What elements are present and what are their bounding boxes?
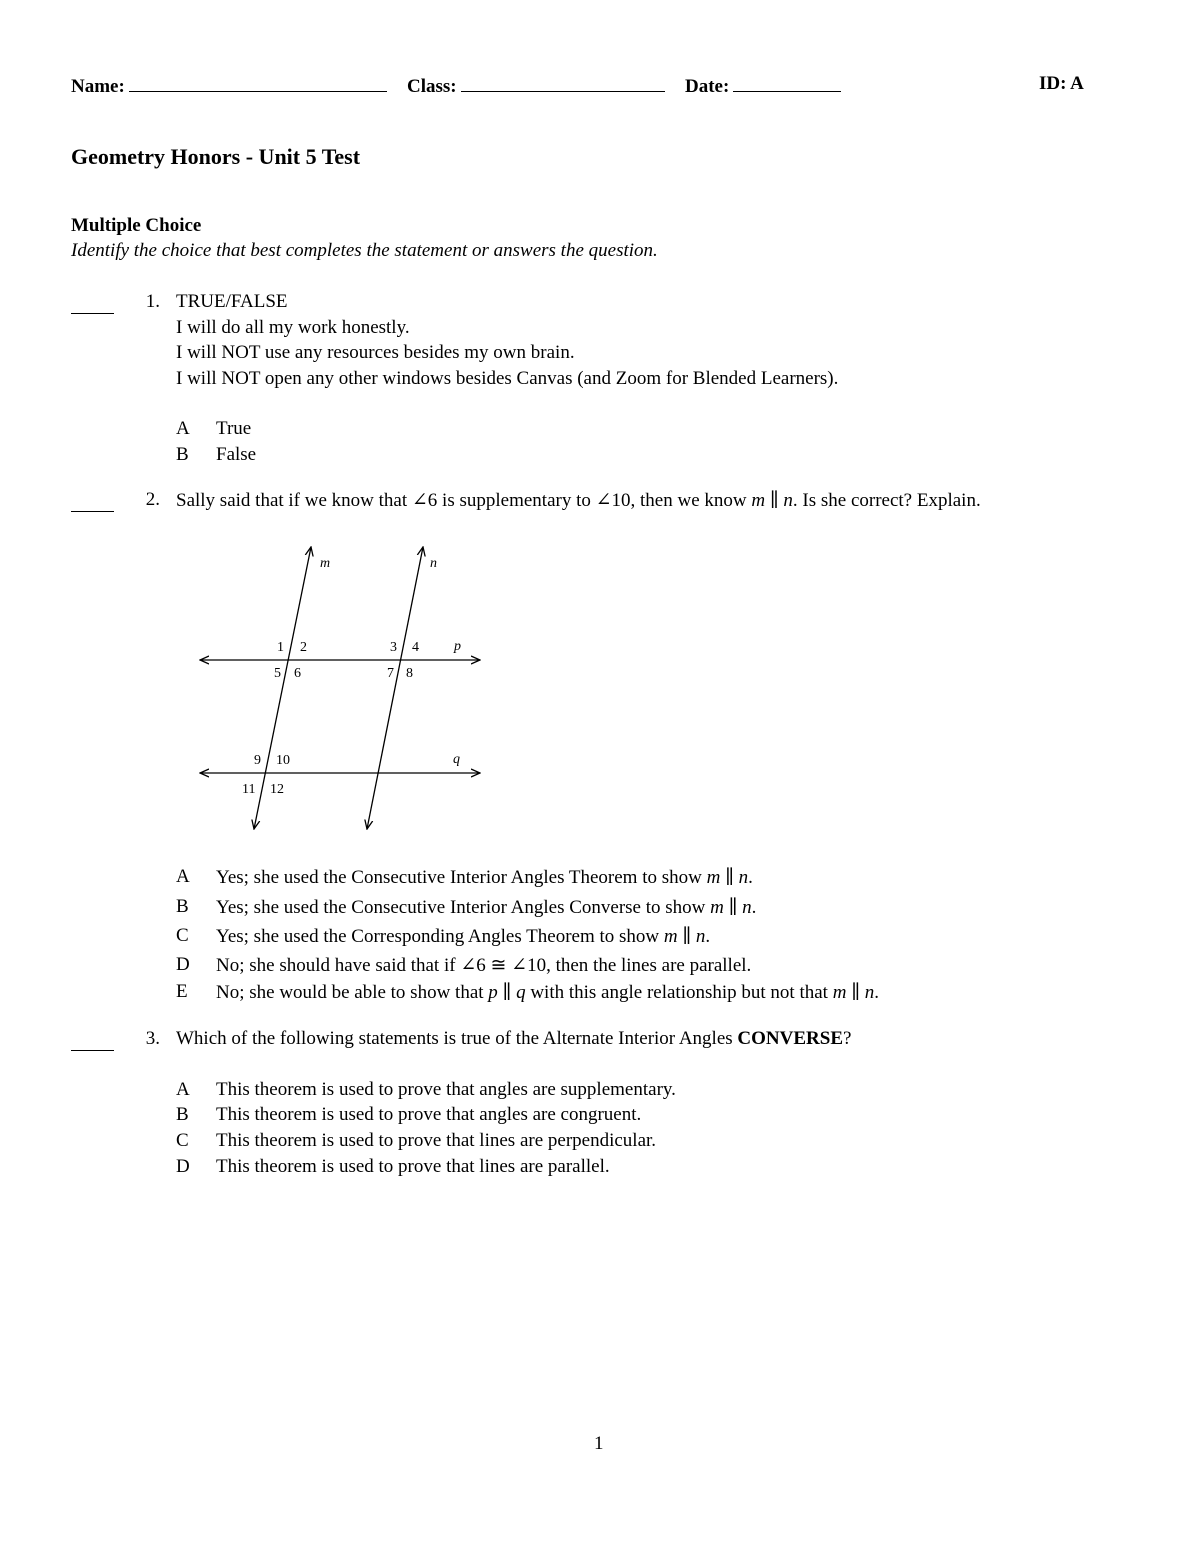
question-text: TRUE/FALSE: [176, 291, 288, 312]
label-q: q: [453, 752, 460, 767]
angle-label-8: 8: [406, 666, 413, 681]
angle-label-3: 3: [390, 640, 397, 655]
name-field: [71, 73, 387, 98]
section-instructions: Identify the choice that best completes the statement or answers the question.: [71, 240, 658, 261]
line-n: [367, 547, 423, 829]
angle-label-4: 4: [412, 640, 419, 655]
label-m: m: [320, 556, 331, 571]
angle-label-12: 12: [270, 782, 284, 797]
class-label: Class:: [407, 76, 457, 97]
option-text: No; she should have said that if ∠6 ≅ ∠10, then the lines are parallel.: [216, 955, 752, 976]
option-text: Yes; she used the Consecutive Interior Angles Converse to show m ∥ n.: [216, 897, 757, 918]
question-text: I will do all my work honestly.: [176, 317, 410, 338]
date-blank[interactable]: [733, 73, 841, 92]
angle-label-10: 10: [276, 753, 290, 768]
angle-label-1: 1: [277, 640, 284, 655]
question-text: I will NOT open any other windows besides Canvas (and Zoom for Blended Learners).: [176, 368, 839, 389]
angle-label-6: 6: [294, 666, 301, 681]
option-letter: B: [176, 896, 189, 917]
section-heading: Multiple Choice: [71, 215, 202, 236]
option-text: This theorem is used to prove that angles are congruent.: [216, 1104, 642, 1125]
name-label: Name:: [71, 76, 125, 97]
date-field: [685, 73, 841, 98]
question-text: Which of the following statements is true of the Alternate Interior Angles CONVERSE?: [176, 1028, 852, 1049]
option-text: This theorem is used to prove that angles are supplementary.: [216, 1079, 676, 1100]
class-blank[interactable]: [461, 73, 665, 92]
option-letter: E: [176, 981, 188, 1002]
page-number: 1: [594, 1433, 604, 1454]
option-text: Yes; she used the Corresponding Angles Theorem to show m ∥ n.: [216, 926, 711, 947]
label-p: p: [454, 639, 461, 654]
option-text: Yes; she used the Consecutive Interior Angles Theorem to show m ∥ n.: [216, 867, 753, 888]
parallel-lines-diagram: [190, 540, 490, 840]
question-text: Sally said that if we know that ∠6 is supplementary to ∠10, then we know m ∥ n. Is she correct? Explain.: [176, 490, 981, 511]
option-text: No; she would be able to show that p ∥ q with this angle relationship but not that m ∥ n.: [216, 982, 879, 1003]
option-text: False: [216, 444, 257, 465]
page-title: Geometry Honors - Unit 5 Test: [71, 144, 361, 169]
angle-label-11: 11: [242, 782, 256, 797]
option-letter: B: [176, 1104, 189, 1125]
option-letter: D: [176, 954, 190, 975]
class-field: [407, 73, 665, 98]
name-blank[interactable]: [129, 73, 387, 92]
option-letter: A: [176, 418, 190, 439]
angle-label-9: 9: [254, 753, 261, 768]
option-letter: C: [176, 1130, 189, 1151]
option-letter: A: [176, 866, 190, 887]
option-letter: C: [176, 925, 189, 946]
label-n: n: [430, 556, 437, 571]
option-letter: B: [176, 444, 189, 465]
answer-blank-3[interactable]: [71, 1050, 114, 1051]
option-text: This theorem is used to prove that lines are parallel.: [216, 1156, 610, 1177]
question-text: I will NOT use any resources besides my own brain.: [176, 342, 575, 363]
date-label: Date:: [685, 76, 730, 97]
option-letter: A: [176, 1079, 190, 1100]
option-letter: D: [176, 1156, 190, 1177]
question-number: 3.: [145, 1028, 160, 1049]
answer-blank-2[interactable]: [71, 511, 114, 512]
option-text: True: [216, 418, 252, 439]
test-id: ID: A: [1039, 73, 1084, 94]
answer-blank-1[interactable]: [71, 313, 114, 314]
angle-label-5: 5: [274, 666, 281, 681]
angle-label-7: 7: [387, 666, 394, 681]
question-number: 1.: [145, 291, 160, 312]
angle-label-2: 2: [300, 640, 307, 655]
option-text: This theorem is used to prove that lines are perpendicular.: [216, 1130, 657, 1151]
question-number: 2.: [145, 489, 160, 510]
